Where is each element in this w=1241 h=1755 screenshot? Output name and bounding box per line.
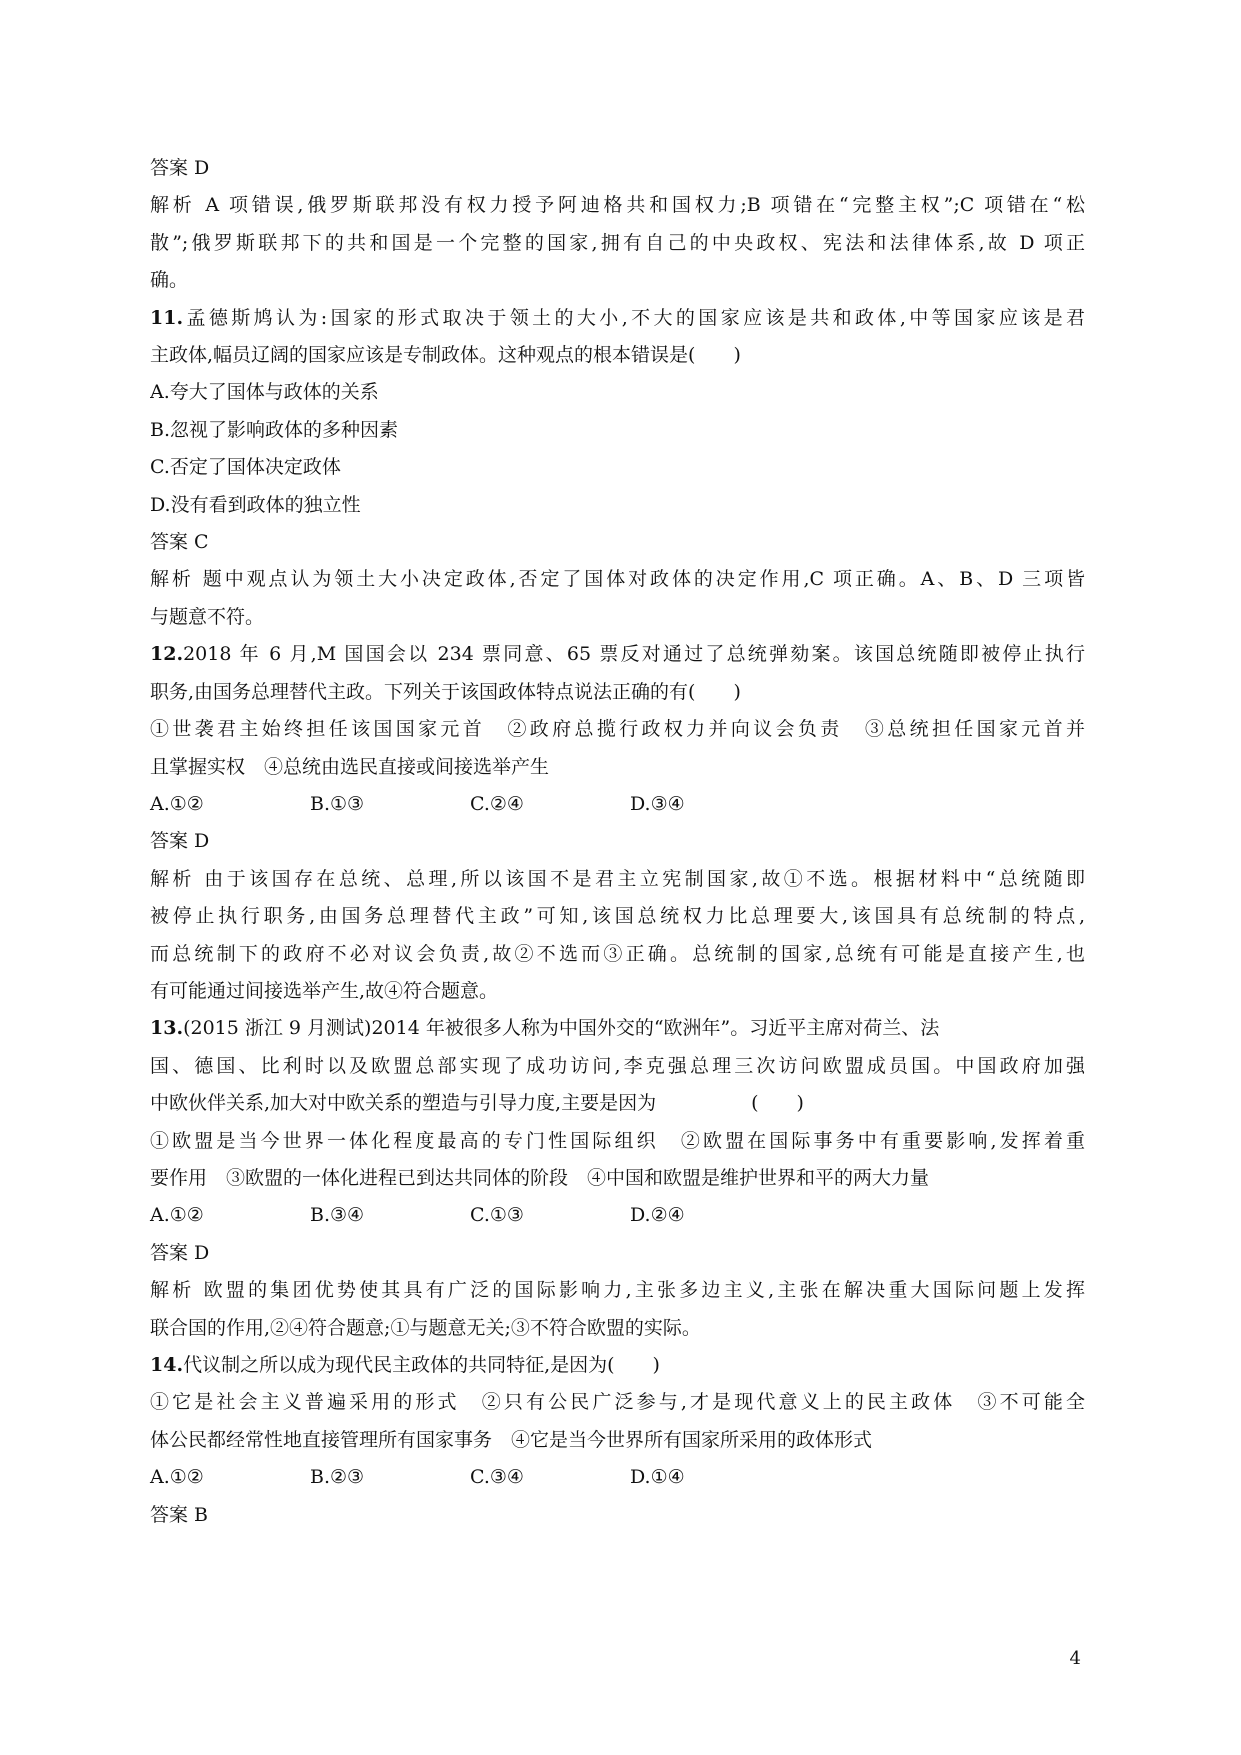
document-page: [150, 150, 1085, 1534]
q12-analysis-line: 而总统制下的政府不必对议会负责,故②不选而③正确。总统制的国家,总统有可能是直接产生,也: [150, 942, 1085, 965]
q10-analysis-line: 散”;俄罗斯联邦下的共和国是一个完整的国家,拥有自己的中央政权、宪法和法律体系,故 D 项正: [150, 231, 1085, 254]
q12-option-a: A.①②: [150, 792, 204, 815]
q12-stem-line: 且掌握实权 ④总统由选民直接或间接选举产生: [150, 755, 550, 778]
page-number: 4: [1069, 1648, 1081, 1669]
q14-stem-line: 14.代议制之所以成为现代民主政体的共同特征,是因为( ): [150, 1354, 660, 1376]
question-number: 12.: [150, 643, 184, 666]
question-number: 14.: [150, 1354, 184, 1376]
q12-stem-line: 职务,由国务总理替代主政。下列关于该国政体特点说法正确的有( ): [150, 680, 741, 703]
q14-option-c: C.③④: [470, 1466, 524, 1489]
q11-option: A.夸大了国体与政体的关系: [150, 381, 379, 404]
q12-analysis-line: 有可能通过间接选举产生,故④符合题意。: [150, 979, 499, 1002]
q13-stem-line: 要作用 ③欧盟的一体化进程已到达共同体的阶段 ④中国和欧盟是维护世界和平的两大力量: [150, 1166, 930, 1189]
q13-stem-line: 13.(2015 浙江 9 月测试)2014 年被很多人称为中国外交的“欧洲年”。习近平主席对荷兰、法: [150, 1017, 940, 1040]
q10-answer: 答案 D: [150, 157, 210, 179]
q12-option-d: D.③④: [630, 792, 685, 815]
q13-option-a: A.①②: [150, 1204, 204, 1227]
q10-analysis-line: 确。: [150, 269, 189, 292]
q13-options: [150, 1197, 1085, 1234]
q13-option-c: C.①③: [470, 1204, 524, 1227]
q11-option: B.忽视了影响政体的多种因素: [150, 418, 399, 441]
q13-option-d: D.②④: [630, 1204, 685, 1227]
q12-option-b: B.①③: [310, 792, 365, 815]
q13-stem-line: 国、德国、比利时以及欧盟总部实现了成功访问,李克强总理三次访问欧盟成员国。中国政府加强: [150, 1054, 1085, 1077]
q11-stem-line: 11.孟德斯鸠认为:国家的形式取决于领土的大小,不大的国家应该是共和政体,中等国家应该是君: [150, 306, 1085, 329]
q13-stem-line: 中欧伙伴关系,加大对中欧关系的塑造与引导力度,主要是因为 ( ): [150, 1092, 804, 1115]
q14-stem-line: ①它是社会主义普遍采用的形式 ②只有公民广泛参与,才是现代意义上的民主政体 ③不可能全: [150, 1391, 1085, 1414]
q12-stem-line: 12.2018 年 6 月,M 国国会以 234 票同意、65 票反对通过了总统弹劾案。该国总统随即被停止执行: [150, 643, 1085, 666]
q12-option-c: C.②④: [470, 792, 524, 815]
q11-analysis-line: 解析 题中观点认为领土大小决定政体,否定了国体对政体的决定作用,C 项正确。A、B、D 三项皆: [150, 568, 1085, 591]
q13-analysis-line: 联合国的作用,②④符合题意;①与题意无关;③不符合欧盟的实际。: [150, 1316, 701, 1339]
q12-analysis-line: 被停止执行职务,由国务总理替代主政”可知,该国总统权力比总理要大,该国具有总统制的特点,: [150, 905, 1085, 928]
q13-answer: 答案 D: [150, 1241, 210, 1264]
q11-answer: 答案 C: [150, 531, 209, 554]
q14-stem-line: 体公民都经常性地直接管理所有国家事务 ④它是当今世界所有国家所采用的政体形式: [150, 1428, 873, 1451]
q13-option-b: B.③④: [310, 1204, 365, 1227]
q11-analysis-line: 与题意不符。: [150, 605, 265, 628]
q12-stem-line: ①世袭君主始终担任该国国家元首 ②政府总揽行政权力并向议会负责 ③总统担任国家元首并: [150, 718, 1085, 741]
question-number: 11.: [150, 306, 184, 329]
q12-analysis-line: 解析 由于该国存在总统、总理,所以该国不是君主立宪制国家,故①不选。根据材料中“总统随即: [150, 867, 1085, 890]
q12-answer: 答案 D: [150, 830, 210, 853]
q14-option-a: A.①②: [150, 1466, 204, 1489]
q11-option: D.没有看到政体的独立性: [150, 493, 361, 516]
question-number: 13.: [150, 1017, 184, 1040]
q14-options: [150, 1459, 1085, 1496]
q14-answer: 答案 B: [150, 1503, 209, 1526]
q14-option-d: D.①④: [630, 1466, 685, 1489]
q13-analysis-line: 解析 欧盟的集团优势使其具有广泛的国际影响力,主张多边主义,主张在解决重大国际问题上发挥: [150, 1279, 1085, 1302]
q14-option-b: B.②③: [310, 1466, 365, 1489]
q12-options: [150, 786, 1085, 823]
q11-option: C.否定了国体决定政体: [150, 456, 341, 479]
q13-stem-line: ①欧盟是当今世界一体化程度最高的专门性国际组织 ②欧盟在国际事务中有重要影响,发挥着重: [150, 1129, 1085, 1152]
q10-analysis-line: 解析 A 项错误,俄罗斯联邦没有权力授予阿迪格共和国权力;B 项错在“完整主权”;C 项错在“松: [150, 194, 1085, 217]
q11-stem-line: 主政体,幅员辽阔的国家应该是专制政体。这种观点的根本错误是( ): [150, 344, 741, 367]
